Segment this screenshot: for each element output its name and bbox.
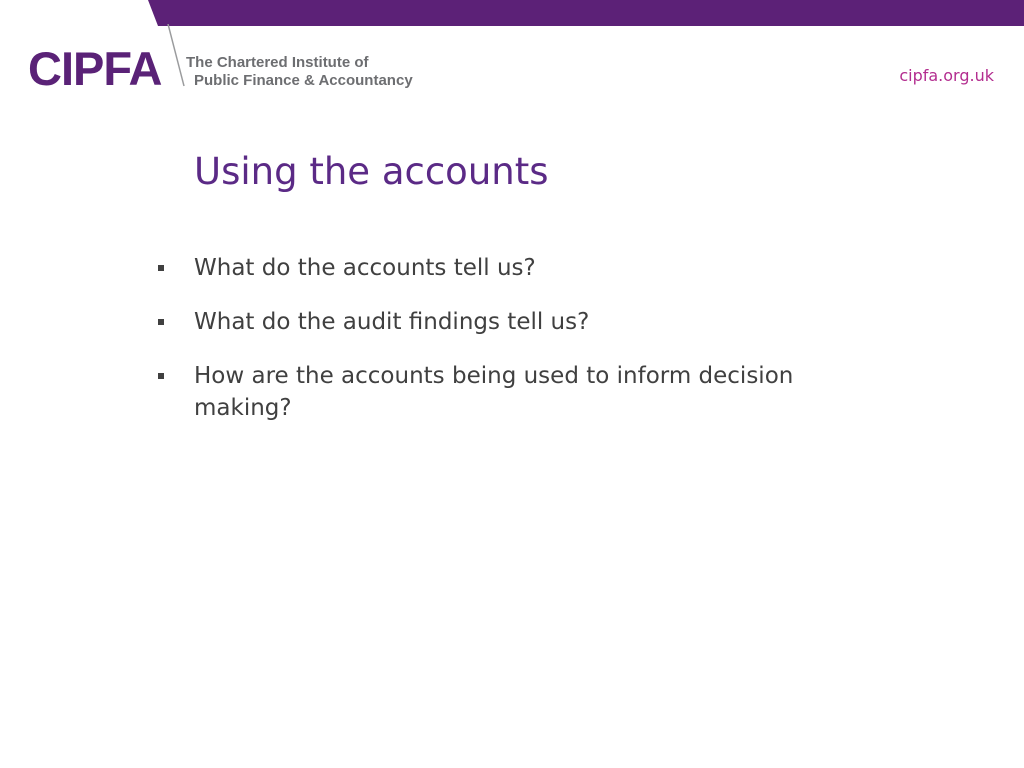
bullet-text: What do the audit findings tell us? [194, 309, 590, 335]
cipfa-logo [28, 44, 412, 94]
site-url[interactable]: cipfa.org.uk [899, 66, 994, 85]
top-band [0, 0, 1024, 30]
top-band-stripe [148, 0, 1024, 26]
logo-tagline-line1: The Chartered Institute of [186, 54, 369, 71]
bullet-text: What do the accounts tell us? [194, 255, 536, 281]
bullet-item [154, 360, 874, 424]
square-bullet-icon [158, 265, 164, 271]
bullet-item [154, 252, 874, 284]
square-bullet-icon [158, 373, 164, 379]
bullet-text: How are the accounts being used to inform decision making? [194, 363, 794, 421]
logo-tagline-line2: Public Finance & Accountancy [194, 72, 413, 89]
bullet-item [154, 306, 874, 338]
slide-title: Using the accounts [194, 150, 549, 193]
logo-wordmark: CIPFA [28, 42, 162, 95]
bullet-list [154, 252, 874, 446]
square-bullet-icon [158, 319, 164, 325]
logo-tagline [186, 54, 413, 90]
